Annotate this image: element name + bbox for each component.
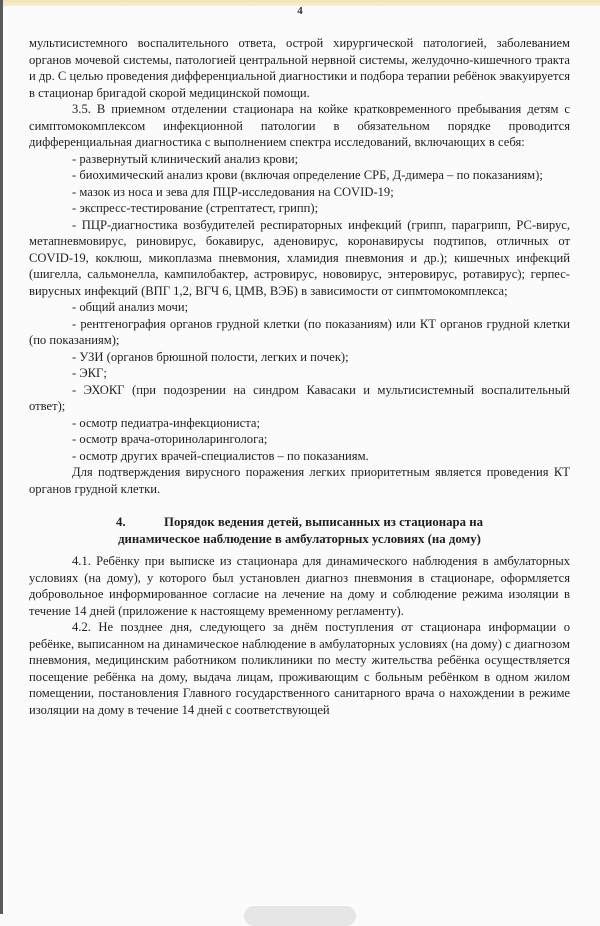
section-4-heading	[29, 514, 570, 547]
paragraph-4-2: 4.2. Не позднее дня, следующего за днём поступления от стационара информации о ребёнке, выписанном на динамическое наблюдение в амбулаторных условиях (на дому) с диагнозом пневмония, медицинским работником поликлиники по месту жительства ребёнка осуществляется посещение ребёнка на дому, выдача лицам, проживающим с больным ребёнком в одном жилом помещении, постановления Главного государственного санитарного врача о нахождении в режиме изоляции на дому в течение 14 дней с соответствующей	[29, 620, 570, 717]
viewer-left-border	[0, 0, 3, 914]
intro-paragraph: мультисистемного воспалительного ответа, острой хирургической патологией, заболеванием органов мочевой системы, патологией центральной нервной системы, желудочно-кишечного тракта и др. С целью проведения дифференциальной диагностики и подбора терапии ребёнок эвакуируется в стационар бригадой скорой медицинской помощи.	[29, 36, 570, 100]
paragraph-4-1: 4.1. Ребёнку при выписке из стационара для динамического наблюдения в амбулаторных условиях (на дому), у которого был установлен диагноз пневмония в стационаре, оформляется добровольное информированное согласие на лечение на дому и соблюдение режима изоляции в течение 14 дней (приложение к настоящему временному регламенту).	[29, 554, 570, 618]
list-item: - осмотр врача-оториноларинголога;	[72, 432, 268, 446]
list-item: - мазок из носа и зева для ПЦР-исследования на COVID-19;	[72, 184, 394, 199]
list-item: - ЭКГ;	[72, 366, 107, 380]
examination-list	[29, 151, 570, 465]
list-item: - развернутый клинический анализ крови;	[72, 151, 299, 166]
document-body	[29, 35, 570, 718]
ct-note-paragraph: Для подтверждения вирусного поражения легких приоритетным является проведения КТ органов грудной клетки.	[29, 465, 570, 496]
list-item: - осмотр педиатра-инфекциониста;	[72, 415, 260, 430]
list-item: - осмотр других врачей-специалистов – по показаниям.	[72, 448, 369, 463]
list-item: - экспресс-тестирование (стрептатест, грипп);	[72, 201, 319, 215]
list-item: - общий анализ мочи;	[72, 300, 189, 314]
list-item: - рентгенография органов грудной клетки (по показаниям) или КТ органов грудной клетки (по показаниям);	[29, 316, 570, 347]
page-navigation-handle[interactable]	[244, 906, 356, 926]
section-number: 4.	[115, 515, 126, 529]
paragraph-3-5: 3.5. В приемном отделении стационара на койке кратковременного пребывания детям с симптомокомплексом инфекционной патологии в обязательном порядке проводится дифференциальная диагностика с выполнением спектра исследований, включающих в себя:	[29, 102, 570, 149]
list-item: - ПЦР-диагностика возбудителей респираторных инфекций (грипп, парагрипп, РС-вирус, метапневмовирус, риновирус, бокавирус, аденовирус, коронавирусы подтипов, отличных от COVID-19, коклюш, микоплазма пневмония, хламидия пневмония и др.); кишечных инфекций (шигелла, сальмонелла, кампилобактер, астровирус, нововирус, энтеровирус, ротавирус); герпес-вирусных инфекций (ВПГ 1,2, ВГЧ 6, ЦМВ, ВЭБ) в зависимости от сипмтомокомплекса;	[29, 217, 570, 298]
list-item: - биохимический анализ крови (включая определение СРБ, Д-димера – по показаниям);	[72, 168, 543, 182]
list-item: - ЭХОКГ (при подозрении на синдром Кавасаки и мультисистемный воспалительный ответ);	[29, 382, 570, 413]
list-item: - УЗИ (органов брюшной полости, легких и почек);	[72, 349, 349, 364]
section-title-line-2: динамическое наблюдение в амбулаторных условиях (на дому)	[118, 531, 481, 546]
page-number: 4	[297, 5, 303, 17]
section-title-line-1: Порядок ведения детей, выписанных из стационара на	[163, 515, 484, 529]
